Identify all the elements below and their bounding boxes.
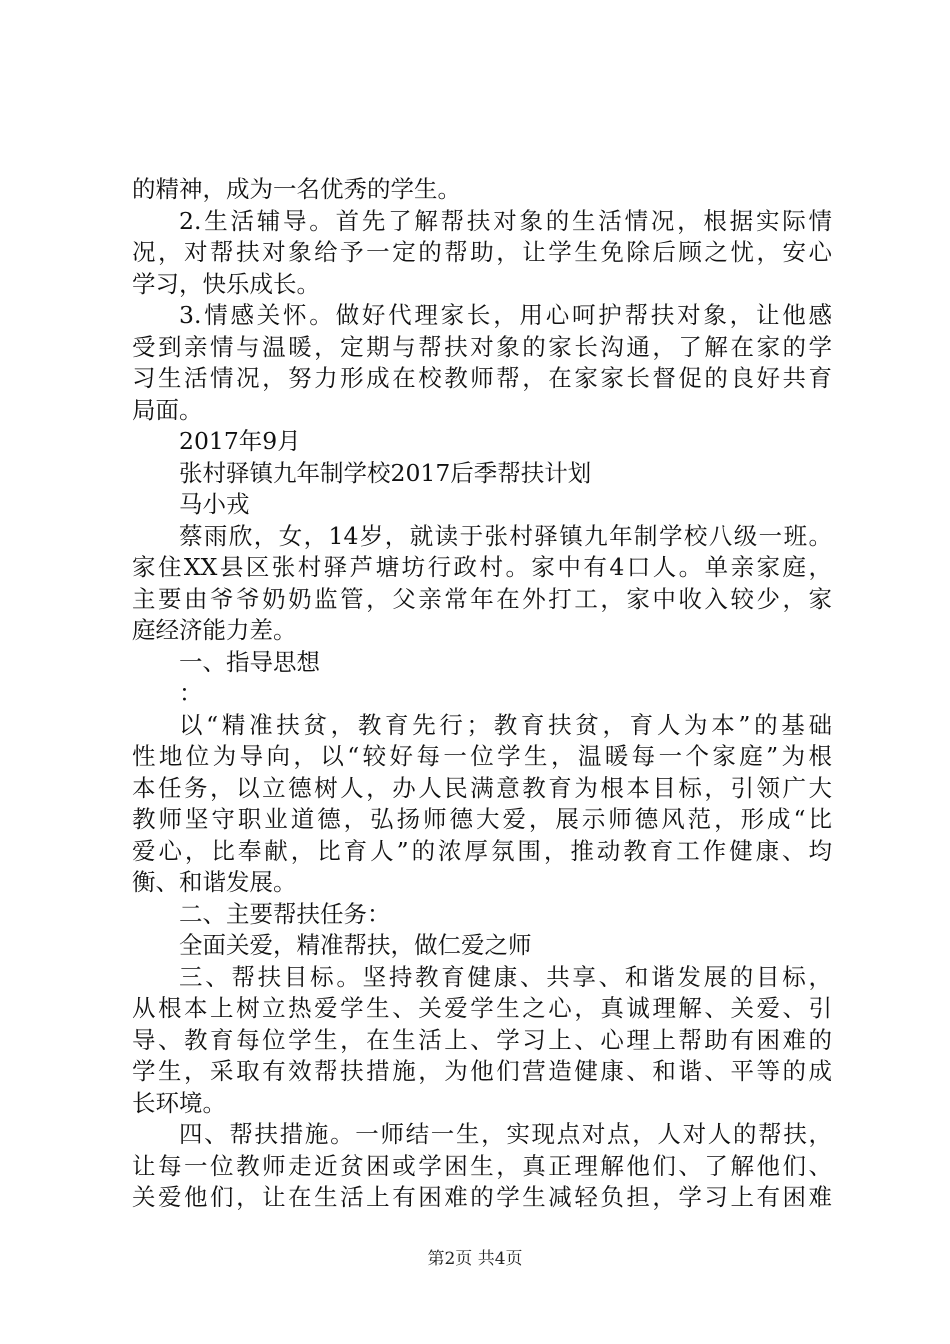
page-footer: 第2页 共4页 bbox=[427, 1249, 523, 1269]
text-line: 四、帮扶措施。一师结一生，实现点对点，人对人的帮扶， bbox=[179, 1120, 832, 1148]
text-line: 导、教育每位学生，在生活上、学习上、心理上帮助有困难的 bbox=[132, 1025, 832, 1054]
text-line: 性地位为导向，以“较好每一位学生，温暖每一个家庭”为根 bbox=[132, 742, 832, 770]
document-title: 张村驿镇九年制学校2017后季帮扶计划 bbox=[179, 458, 592, 487]
text-line: 三、帮扶目标。坚持教育健康、共享、和谐发展的目标， bbox=[179, 962, 832, 991]
text-line: 庭经济能力差。 bbox=[132, 616, 297, 644]
text-line: 以“精准扶贫，教育先行；教育扶贫，育人为本”的基础 bbox=[179, 710, 832, 739]
date-line: 2017年9月 bbox=[179, 427, 301, 455]
text-line: 习生活情况，努力形成在校教师帮，在家家长督促的良好共育 bbox=[132, 364, 832, 392]
text-line: 2.生活辅导。首先了解帮扶对象的生活情况，根据实际情 bbox=[179, 206, 832, 235]
section-heading: 二、主要帮扶任务： bbox=[179, 899, 391, 928]
text-line: 家住XX县区张村驿芦塘坊行政村。家中有4口人。单亲家庭， bbox=[132, 553, 832, 581]
text-line: 让每一位教师走近贫困或学困生，真正理解他们、了解他们、 bbox=[132, 1151, 832, 1180]
text-line: 长环境。 bbox=[132, 1088, 226, 1117]
text-line: 关爱他们，让在生活上有困难的学生减轻负担，学习上有困难 bbox=[132, 1183, 832, 1211]
text-line: 学习，快乐成长。 bbox=[132, 269, 320, 298]
text-line: 学生，采取有效帮扶措施，为他们营造健康、和谐、平等的成 bbox=[132, 1057, 832, 1085]
text-line: 衡、和谐发展。 bbox=[132, 868, 297, 896]
text-line: 爱心，比奉献，比育人”的浓厚氛围，推动教育工作健康、均 bbox=[132, 836, 832, 865]
text-line: 本任务，以立德树人，办人民满意教育为根本目标，引领广大 bbox=[132, 773, 832, 802]
text-line: 3.情感关怀。做好代理家长，用心呵护帮扶对象，让他感 bbox=[179, 301, 832, 329]
text-line: 全面关爱，精准帮扶，做仁爱之师 bbox=[179, 931, 532, 959]
text-line: 局面。 bbox=[132, 395, 203, 424]
text-line: 况，对帮扶对象给予一定的帮助，让学生免除后顾之忧，安心 bbox=[132, 238, 832, 266]
text-line: 教师坚守职业道德，弘扬师德大爱，展示师德风范，形成“比 bbox=[132, 805, 832, 833]
text-line: 受到亲情与温暖，定期与帮扶对象的家长沟通，了解在家的学 bbox=[132, 332, 832, 361]
text-line: 主要由爷爷奶奶监管，父亲常年在外打工，家中收入较少，家 bbox=[132, 584, 832, 613]
text-line: 从根本上树立热爱学生、关爱学生之心，真诚理解、关爱、引 bbox=[132, 994, 832, 1022]
text-line: 的精神，成为一名优秀的学生。 bbox=[132, 175, 461, 203]
author-name: 马小戎 bbox=[179, 490, 250, 518]
section-heading: 一、指导思想 bbox=[179, 647, 320, 676]
text-line: ： bbox=[179, 679, 203, 707]
document-body bbox=[132, 174, 832, 1214]
text-line: 蔡雨欣，女，14岁，就读于张村驿镇九年制学校八级一班。 bbox=[179, 521, 832, 550]
